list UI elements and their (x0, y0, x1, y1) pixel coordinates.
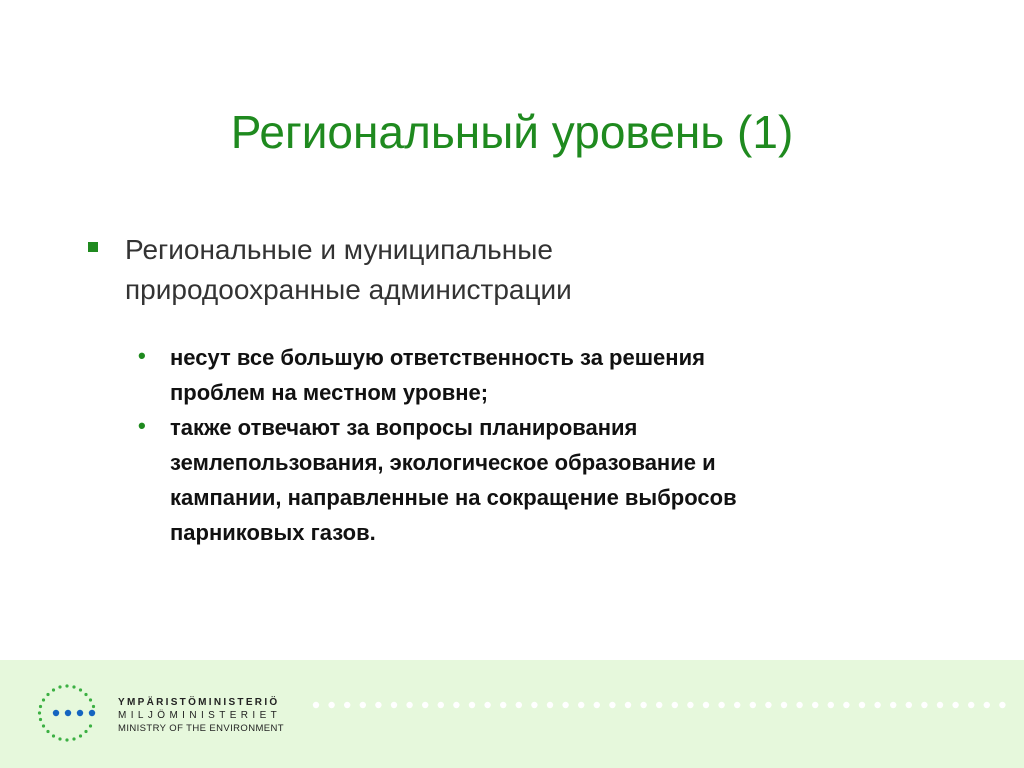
decoration-dot (828, 702, 834, 708)
decoration-dot (594, 702, 600, 708)
decoration-dot (890, 702, 896, 708)
decoration-dot (313, 702, 319, 708)
decoration-dot (391, 702, 397, 708)
decoration-dot (625, 702, 631, 708)
decoration-dot (796, 702, 802, 708)
decoration-dot (531, 702, 537, 708)
decoration-dot (781, 702, 787, 708)
decoration-dot (812, 702, 818, 708)
decoration-dot (952, 702, 958, 708)
decoration-dot (906, 702, 912, 708)
decoration-dot (578, 702, 584, 708)
decoration-dot (734, 702, 740, 708)
sub-bullet-text: также отвечают за вопросы планирования землепользования, экологическое образование и кампании, направленные на сокращение выбросов парниковых газов. (170, 415, 737, 545)
decoration-dot (750, 702, 756, 708)
footer-band (0, 660, 1024, 768)
square-bullet-icon (88, 242, 98, 252)
ministry-name-finnish: YMPÄRISTÖMINISTERIÖ (118, 697, 280, 708)
decoration-dot (968, 702, 974, 708)
decoration-dot (921, 702, 927, 708)
main-bullet-text: Региональные и муниципальные природоохранные администрации (125, 234, 572, 305)
decoration-dot (360, 702, 366, 708)
decoration-dot (765, 702, 771, 708)
decoration-dot (406, 702, 412, 708)
decoration-dot (562, 702, 568, 708)
ministry-logo-icon (34, 682, 100, 744)
decoration-dot (874, 702, 880, 708)
decoration-dot (937, 702, 943, 708)
decoration-dot (984, 702, 990, 708)
decoration-dot (469, 702, 475, 708)
decoration-dot (484, 702, 490, 708)
decoration-dot (687, 702, 693, 708)
sub-bullet-text: несут все большую ответственность за решения проблем на местном уровне; (170, 345, 705, 405)
decoration-dot (640, 702, 646, 708)
round-bullet-icon: • (138, 413, 146, 438)
decoration-dot (843, 702, 849, 708)
decoration-dot (422, 702, 428, 708)
decoration-dot (656, 702, 662, 708)
decoration-dot (453, 702, 459, 708)
ministry-name-swedish: MILJÖMINISTERIET (118, 710, 282, 721)
decoration-dot (609, 702, 615, 708)
decoration-dot (999, 702, 1005, 708)
dotted-line-decoration (312, 701, 1012, 709)
decoration-dot (328, 702, 334, 708)
decoration-dot (718, 702, 724, 708)
slide-title: Региональный уровень (1) (230, 106, 794, 158)
decoration-dot (703, 702, 709, 708)
decoration-dot (672, 702, 678, 708)
decoration-dot (344, 702, 350, 708)
round-bullet-icon: • (138, 343, 146, 368)
decoration-dot (547, 702, 553, 708)
decoration-dot (500, 702, 506, 708)
ministry-name (118, 696, 284, 735)
decoration-dot (516, 702, 522, 708)
decoration-dot (375, 702, 381, 708)
decoration-dot (859, 702, 865, 708)
ministry-name-english: MINISTRY OF THE ENVIRONMENT (118, 723, 284, 734)
decoration-dot (438, 702, 444, 708)
